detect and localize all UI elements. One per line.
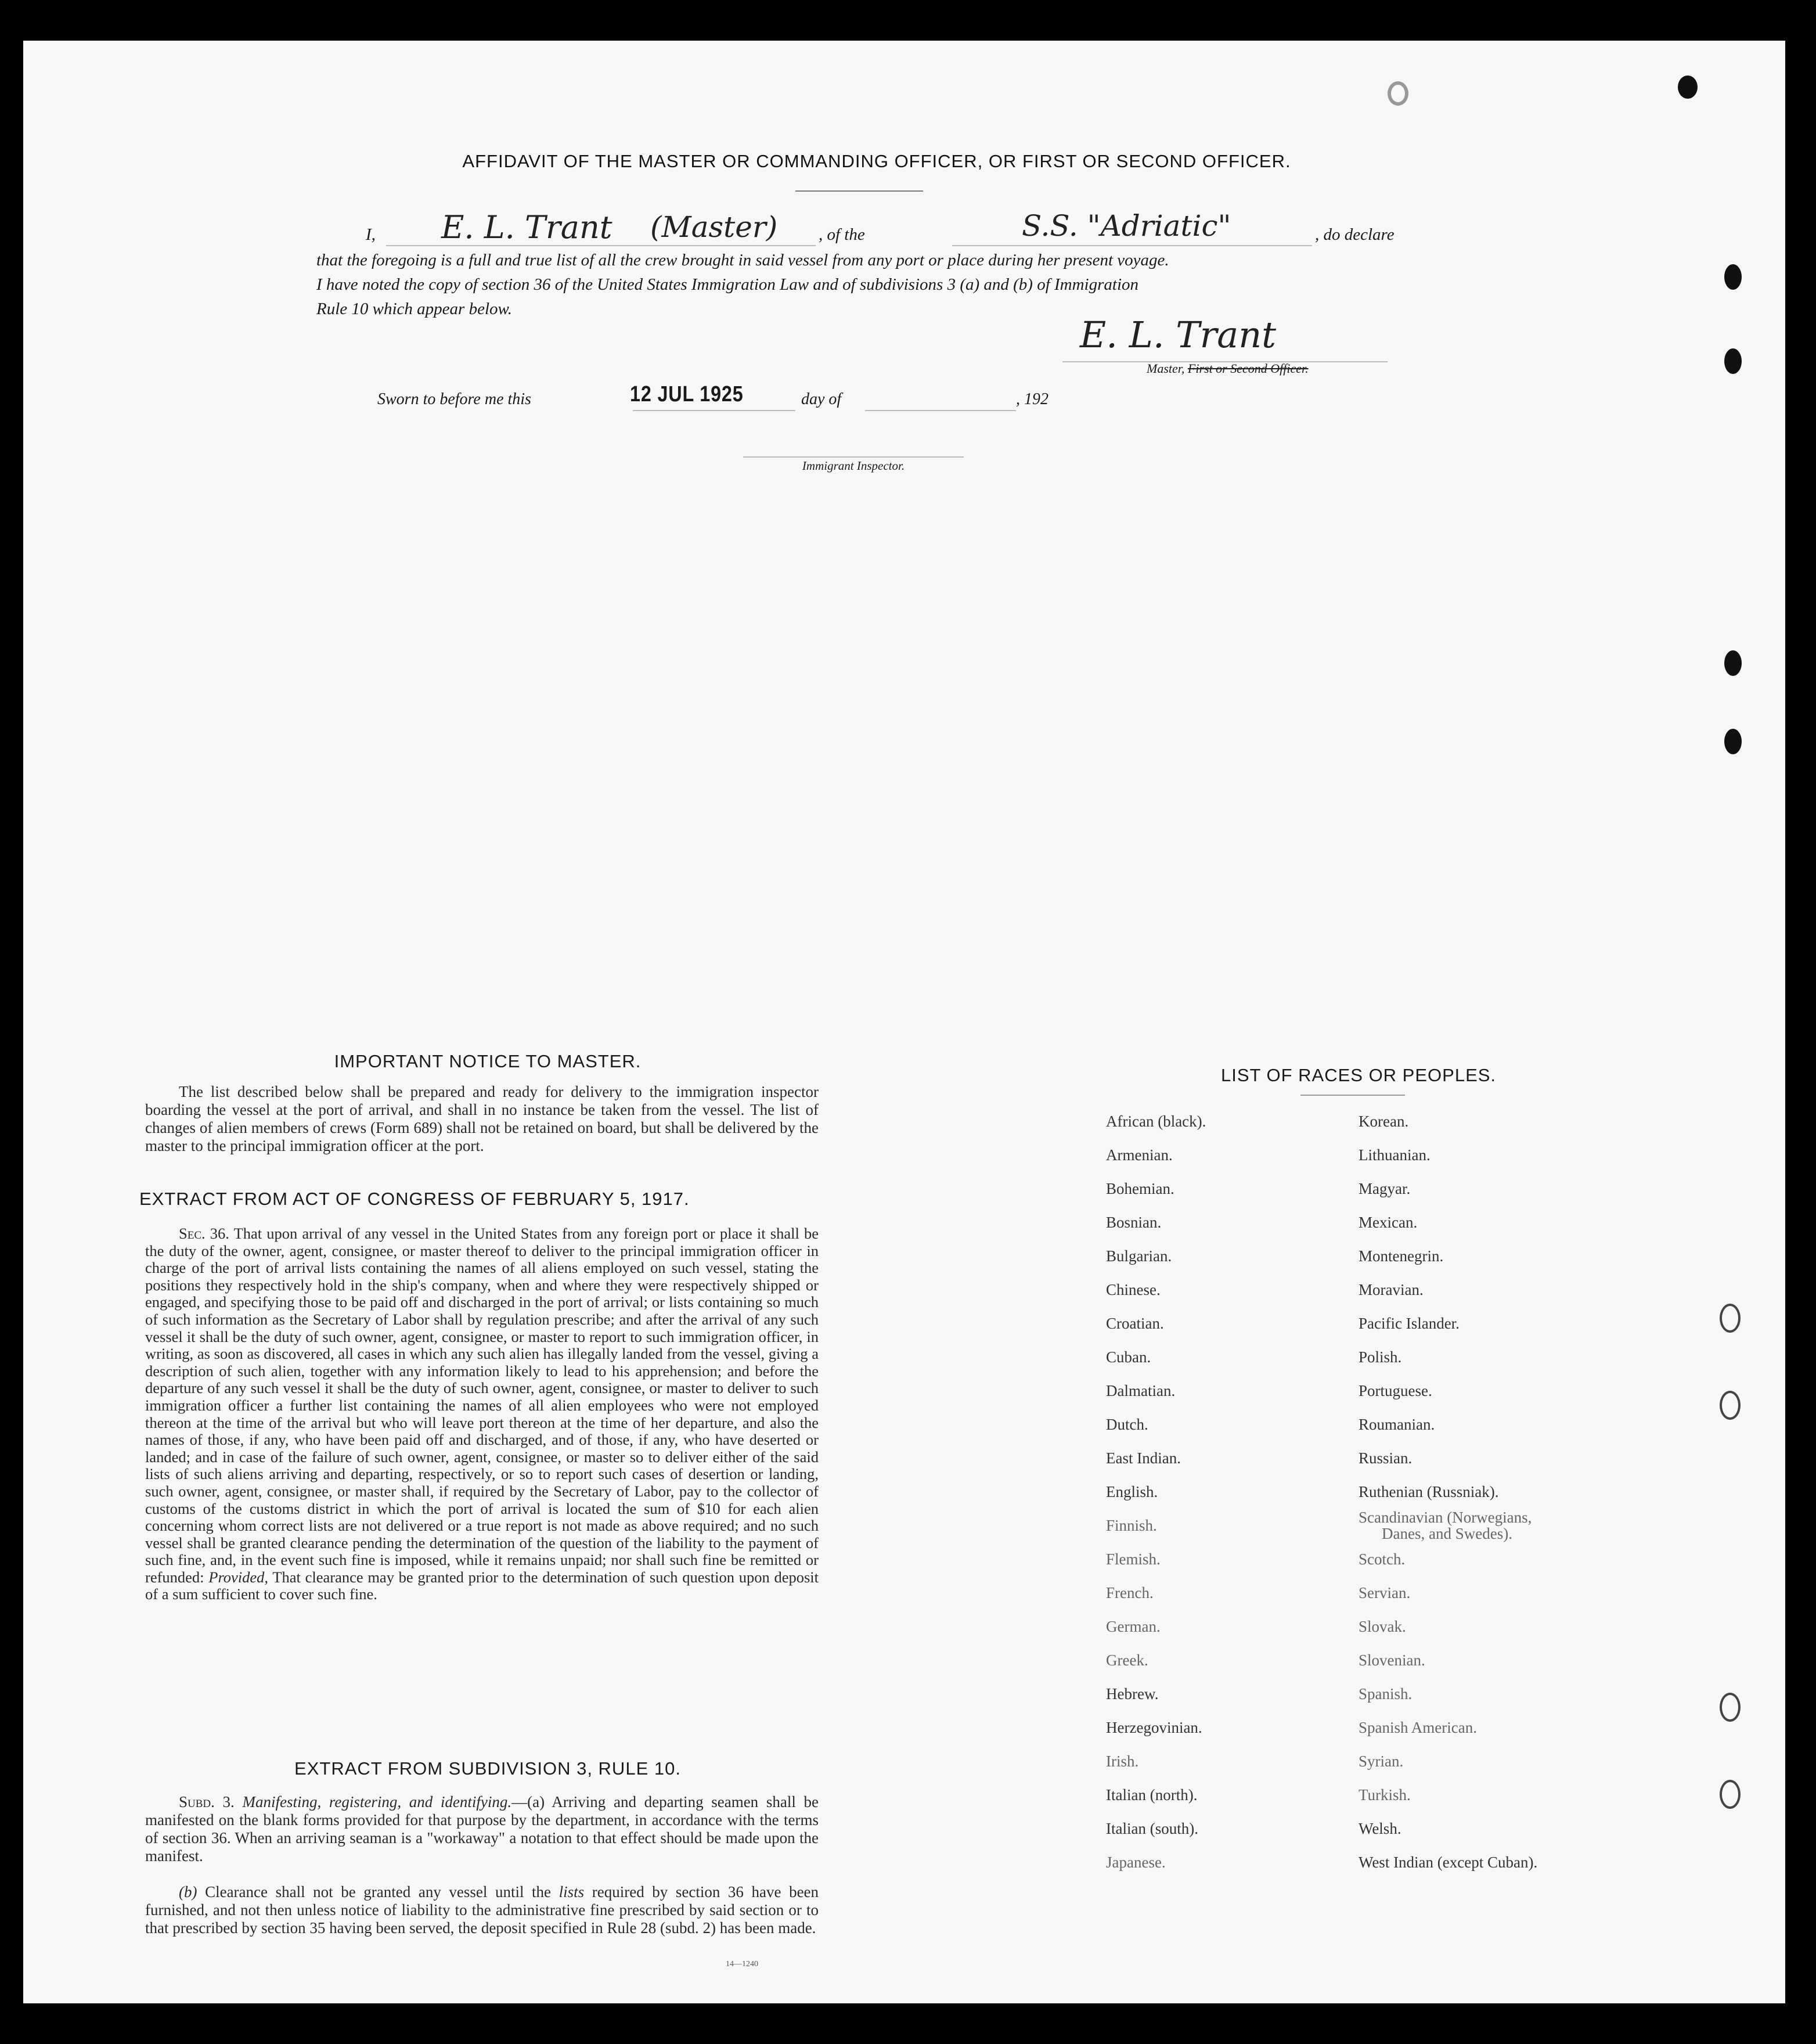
race-item: East Indian. <box>1106 1449 1181 1467</box>
rule-para-b-2: required by section 36 have been furnished, and not then unless notice of liability to the administrative fine prescribed by said section or to that prescribed by section 35 having been served, the deposit specified in Rule 28 (subd. 2) has been made. <box>145 1883 819 1937</box>
act-body: That upon arrival of any vessel in the United States from any foreign port or place it shall be the duty of the owner, agent, consignee, or master thereof to deliver to the principal immigration officer in charge of the port of arrival lists containing the names of all aliens employed on such vessel, stating the positions they respectively hold in the ship's company, when and where they were respectively shipped or engaged, and specifying those to be paid off and discharged in the port of arrival; or lists containing so much of such information as the Secretary of Labor shall by regulation prescribe; and after the arrival of any such vessel it shall be the duty of such owner, agent, consignee, or master to report to such immigration officer, in writing, as soon as discovered, all cases in which any such alien has illegally landed from the vessel, giving a description of such alien, together with any information likely to lead to his apprehension; and before the departure of any such vessel it shall be the duty of such owner, agent, consignee, or master to deliver to such immigration officer a further list containing the names of all alien employees who were not employed thereon at the time of the arrival but who will leave port thereon at the time of her departure, and also the names of those, if any, who have been paid off and discharged, and of those, if any, who have deserted or landed; and in case of the failure of such owner, agent, consignee, or master so to deliver either of the said lists of such aliens arriving and departing, respectively, or so to report such cases of desertion or landing, such owner, agent, consignee, or master shall, if required by the Secretary of Labor, pay to the collector of customs of the customs district in which the port of arrival is located the sum of $10 for each alien concerning whom correct lists are not delivered or a true report is not made as above required; and no such vessel shall be granted clearance pending the determination of the question of the liability to the payment of such fine, and, in the event such fine is imposed, while it remains unpaid; nor shall such fine be remitted or refunded: <box>145 1225 819 1586</box>
punch-ring <box>1388 81 1408 106</box>
punch-ring <box>1720 1391 1741 1420</box>
declaration-line-4: Rule 10 which appear below. <box>316 300 512 318</box>
sworn-date-stamp: 12 JUL 1925 <box>630 382 744 406</box>
declaration-line-2: that the foregoing is a full and true list of all the crew brought in said vessel from any port or place during her present voyage. <box>316 251 1169 269</box>
inspector-caption: Immigrant Inspector. <box>802 459 905 473</box>
race-item: Bosnian. <box>1106 1214 1162 1231</box>
races-right-column <box>1359 1113 1684 1926</box>
race-item: English. <box>1106 1483 1158 1500</box>
signature-caption <box>1147 361 1309 376</box>
race-item: Scandinavian (Norwegians, <box>1359 1509 1532 1526</box>
caption-master: Master, <box>1147 361 1185 376</box>
race-item: Spanish. <box>1359 1685 1413 1703</box>
race-item: Italian (south). <box>1106 1820 1198 1837</box>
race-item: Chinese. <box>1106 1281 1161 1298</box>
race-item: Armenian. <box>1106 1146 1173 1164</box>
divider <box>795 190 923 192</box>
race-item: Welsh. <box>1359 1820 1401 1837</box>
race-item: Lithuanian. <box>1359 1146 1431 1164</box>
race-item: Roumanian. <box>1359 1416 1435 1433</box>
punch-ring <box>1720 1304 1741 1333</box>
races-title: LIST OF RACES OR PEOPLES. <box>1220 1065 1497 1085</box>
race-item: Polish. <box>1359 1348 1402 1366</box>
rule-para-b <box>145 1883 819 1937</box>
affidavit-title: AFFIDAVIT OF THE MASTER OR COMMANDING OFFICER, OR FIRST OR SECOND OFFICER. <box>462 151 1291 171</box>
sworn-label: Sworn to before me this <box>377 390 531 408</box>
year-label: , 192 <box>1016 390 1048 408</box>
act-text <box>145 1225 819 1603</box>
punch-hole <box>1724 348 1742 374</box>
race-item: Hebrew. <box>1106 1685 1159 1703</box>
race-item: Pacific Islander. <box>1359 1315 1460 1332</box>
race-item: Slovenian. <box>1359 1651 1425 1669</box>
race-item: Portuguese. <box>1359 1382 1432 1399</box>
rule-para-b-lists: lists <box>559 1883 585 1901</box>
race-item: Dutch. <box>1106 1416 1148 1433</box>
rule-para-b-label: (b) <box>179 1883 197 1901</box>
notice-title: IMPORTANT NOTICE TO MASTER. <box>334 1051 642 1071</box>
race-item: Croatian. <box>1106 1315 1164 1332</box>
act-sec-label: Sec. 36. <box>179 1225 229 1242</box>
race-item: Korean. <box>1359 1113 1409 1130</box>
act-provided: Provided, <box>208 1568 269 1586</box>
race-item: Bulgarian. <box>1106 1247 1172 1265</box>
race-item: Japanese. <box>1106 1854 1166 1871</box>
race-item: Flemish. <box>1106 1550 1161 1568</box>
race-item: German. <box>1106 1618 1161 1635</box>
document-page <box>23 41 1785 2003</box>
declaration-line-3: I have noted the copy of section 36 of the United States Immigration Law and of subdivisions 3 (a) and (b) of Immigration <box>316 275 1139 294</box>
race-item: Ruthenian (Russniak). <box>1359 1483 1499 1500</box>
race-item: Turkish. <box>1359 1786 1411 1804</box>
race-item: Dalmatian. <box>1106 1382 1176 1399</box>
race-item: Italian (north). <box>1106 1786 1198 1804</box>
race-item: Herzegovinian. <box>1106 1719 1202 1736</box>
of-the-label: , of the <box>819 225 865 244</box>
declarant-name: E. L. Trant <box>441 209 612 246</box>
inspector-signature-line <box>743 456 964 458</box>
vessel-name: S.S. "Adriatic" <box>1022 209 1231 243</box>
race-item: Irish. <box>1106 1752 1139 1770</box>
race-item: Syrian. <box>1359 1752 1404 1770</box>
punch-ring <box>1720 1693 1741 1722</box>
races-left-column <box>1106 1113 1350 1926</box>
day-of-label: day of <box>801 390 842 408</box>
race-item: African (black). <box>1106 1113 1206 1130</box>
month-fill-line <box>865 410 1016 411</box>
race-item: Mexican. <box>1359 1214 1418 1231</box>
form-code: 14—1240 <box>726 1960 758 1969</box>
race-item: Greek. <box>1106 1651 1148 1669</box>
race-item: West Indian (except Cuban). <box>1359 1854 1538 1871</box>
race-item: Finnish. <box>1106 1517 1157 1534</box>
rule-title: EXTRACT FROM SUBDIVISION 3, RULE 10. <box>294 1758 681 1779</box>
notice-text: The list described below shall be prepared and ready for delivery to the immigration inspector boarding the vessel at the port of arrival, and shall in no instance be taken from the vessel. The list of changes of alien members of crews (Form 689) shall not be retained on board, but shall be delivered by the master to the principal immigration officer at the port. <box>145 1083 819 1154</box>
rule-para-a <box>145 1793 819 1865</box>
race-item: Servian. <box>1359 1584 1411 1602</box>
i-label: I, <box>366 225 376 244</box>
rule-subd-label: Subd. 3. <box>179 1793 235 1811</box>
race-item: Russian. <box>1359 1449 1413 1467</box>
race-item: Magyar. <box>1359 1180 1411 1197</box>
punch-hole <box>1724 264 1742 290</box>
race-item: Spanish American. <box>1359 1719 1477 1736</box>
race-item: Danes, and Swedes). <box>1382 1525 1512 1542</box>
race-item: French. <box>1106 1584 1154 1602</box>
race-item: Scotch. <box>1359 1550 1406 1568</box>
punch-hole <box>1724 729 1742 754</box>
races-divider <box>1300 1095 1405 1096</box>
master-signature: E. L. Trant <box>1080 314 1277 356</box>
race-item: Montenegrin. <box>1359 1247 1444 1265</box>
vessel-fill-line <box>952 245 1312 246</box>
rule-para-a-text: —(a) Arriving and departing seamen shall be manifested on the blank forms provided for that purpose by the department, in accordance with the terms of section 36. When an arriving seaman is a "workaway" a notation to that effect should be made upon the manifest. <box>145 1793 819 1865</box>
caption-struck: First or Second Officer. <box>1187 361 1309 376</box>
do-declare-label: , do declare <box>1315 225 1395 244</box>
race-item: Cuban. <box>1106 1348 1151 1366</box>
race-item: Slovak. <box>1359 1618 1406 1635</box>
rule-subd-title: Manifesting, registering, and identifying. <box>242 1793 512 1811</box>
act-body-end: That clearance may be granted prior to the determination of such question upon deposit of a sum sufficient to cover such fine. <box>145 1568 819 1603</box>
rule-para-b-1: Clearance shall not be granted any vessel until the <box>205 1883 552 1901</box>
date-fill-line <box>633 410 795 411</box>
act-title: EXTRACT FROM ACT OF CONGRESS OF FEBRUARY 5, 1917. <box>139 1189 690 1209</box>
declarant-role: (Master) <box>650 210 778 244</box>
punch-ring <box>1720 1780 1741 1809</box>
punch-hole <box>1678 75 1698 99</box>
punch-hole <box>1724 650 1742 676</box>
race-item: Moravian. <box>1359 1281 1424 1298</box>
race-item: Bohemian. <box>1106 1180 1174 1197</box>
